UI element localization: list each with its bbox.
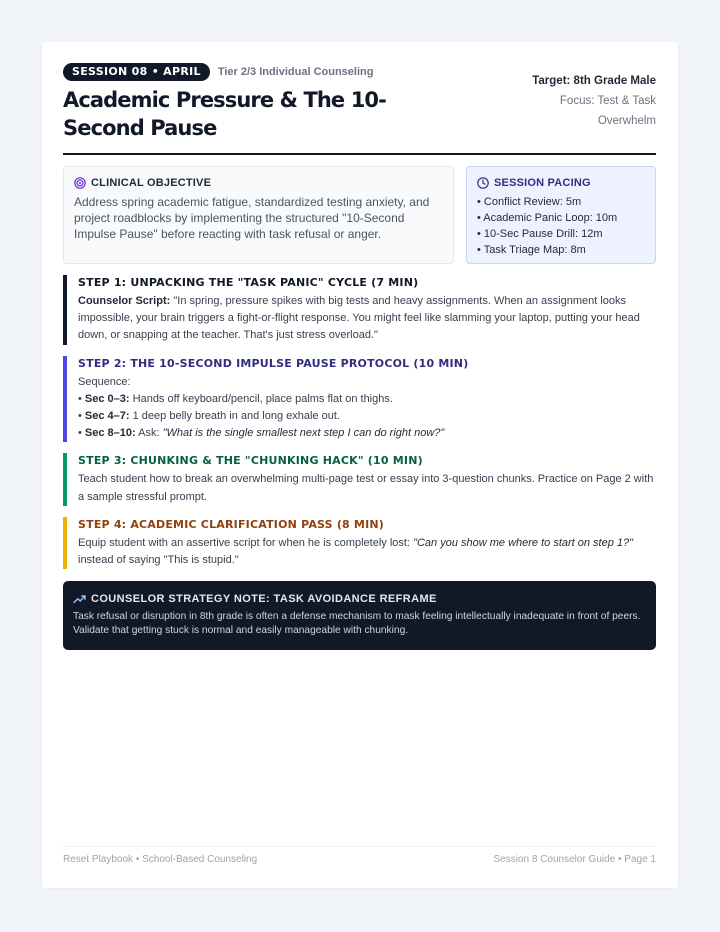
step-2-body [78, 374, 656, 443]
step-4-body [78, 535, 656, 569]
step-1-title: STEP 1: UNPACKING THE "TASK PANIC" CYCLE (7 MIN) [78, 276, 419, 289]
step-4-text-before: Equip student with an assertive script for when he is completely lost: [78, 536, 414, 549]
sequence-item-text: 1 deep belly breath in and long exhale out. [129, 410, 340, 423]
pacing-item: • 10-Sec Pause Drill: 12m [477, 228, 603, 240]
objective-heading: CLINICAL OBJECTIVE [91, 177, 212, 189]
clinical-objective-box [63, 166, 454, 264]
pacing-list [477, 194, 645, 258]
objective-text: Address spring academic fatigue, standardized testing anxiety, and project roadblocks by implementing the structured "10-Second Impulse Pause" before reacting with task refusal or anger. [74, 195, 430, 241]
step-2-section [63, 356, 656, 443]
step-1-section [63, 275, 656, 345]
step-4-section [63, 517, 656, 569]
bullet: • [78, 410, 85, 423]
note-heading-row [73, 592, 646, 606]
bullet: • [78, 427, 85, 440]
step-3-section [63, 453, 656, 505]
document-header [63, 63, 656, 153]
sequence-item-label: Sec 0–3: [84, 392, 130, 405]
sequence-item-text: Hands off keyboard/pencil, place palms flat on thighs. [129, 392, 393, 405]
page-title: Academic Pressure & The 10-Second Pause [63, 88, 386, 140]
session-meta [526, 71, 656, 131]
session-badge: SESSION 08 • APRIL [63, 63, 210, 81]
step-4-quote: "Can you show me where to start on step 1?" [413, 536, 634, 549]
trending-up-icon [73, 594, 86, 604]
objective-heading-row [74, 176, 443, 190]
footer-left: Reset Playbook • School-Based Counseling [63, 854, 258, 865]
pacing-item: • Conflict Review: 5m [477, 196, 582, 208]
focus-label: Focus: Test & Task Overwhelm [559, 95, 656, 127]
page-footer [63, 846, 656, 865]
sequence-item [78, 391, 656, 408]
sequence-item [78, 408, 656, 425]
page-content [63, 63, 656, 650]
step-3-body: Teach student how to break an overwhelming multi-page test or essay into 3-question chunks. Practice on Page 2 with a sample stressful prompt. [78, 473, 654, 503]
step-4-text-after: instead of saying "This is stupid." [78, 554, 239, 567]
target-label: Target: 8th Grade Male [532, 75, 656, 87]
sequence-item [78, 425, 656, 442]
pacing-heading-row [477, 176, 645, 190]
note-text: Task refusal or disruption in 8th grade is often a defense mechanism to mask feeling intellectually inadequate in front of peers. Validate that getting stuck is normal and easily manageable with chunking. [73, 611, 641, 637]
step-4-title: STEP 4: ACADEMIC CLARIFICATION PASS (8 MIN) [78, 517, 385, 531]
pacing-item: • Academic Panic Loop: 10m [477, 212, 618, 224]
target-icon [74, 177, 86, 189]
summary-boxes [63, 166, 656, 264]
sequence-item-label: Sec 4–7: [84, 410, 130, 423]
script-text: "In spring, pressure spikes with big tests and heavy assignments. When an assignment looks impossible, your brain triggers a fight-or-flight response. You might feel like slamming your laptop, putting your head down, or snapping at the teacher. That's just stress overload." [78, 295, 640, 342]
sequence-item-quote: "What is the single smallest next step I can do right now?" [162, 427, 445, 440]
script-label: Counselor Script: [78, 295, 171, 307]
sequence-item-label: Sec 8–10: [84, 427, 136, 440]
note-heading: COUNSELOR STRATEGY NOTE: TASK AVOIDANCE REFRAME [91, 593, 437, 606]
footer-right: Session 8 Counselor Guide • Page 1 [493, 854, 656, 865]
document-page [42, 42, 678, 888]
header-divider [63, 153, 656, 155]
sequence-label: Sequence: [78, 375, 131, 388]
pacing-heading: SESSION PACING [494, 177, 591, 189]
bullet: • [78, 392, 85, 405]
step-2-title: STEP 2: THE 10-SECOND IMPULSE PAUSE PROTOCOL (10 MIN) [78, 356, 469, 370]
clock-icon [477, 177, 489, 189]
sequence-item-text: Ask: [135, 427, 163, 440]
step-1-body [78, 293, 656, 345]
step-3-title: STEP 3: CHUNKING & THE "CHUNKING HACK" (10 MIN) [78, 454, 423, 468]
session-pacing-box [466, 166, 656, 264]
strategy-note [63, 581, 656, 650]
tier-label: Tier 2/3 Individual Counseling [217, 66, 374, 78]
pacing-item: • Task Triage Map: 8m [477, 244, 586, 256]
